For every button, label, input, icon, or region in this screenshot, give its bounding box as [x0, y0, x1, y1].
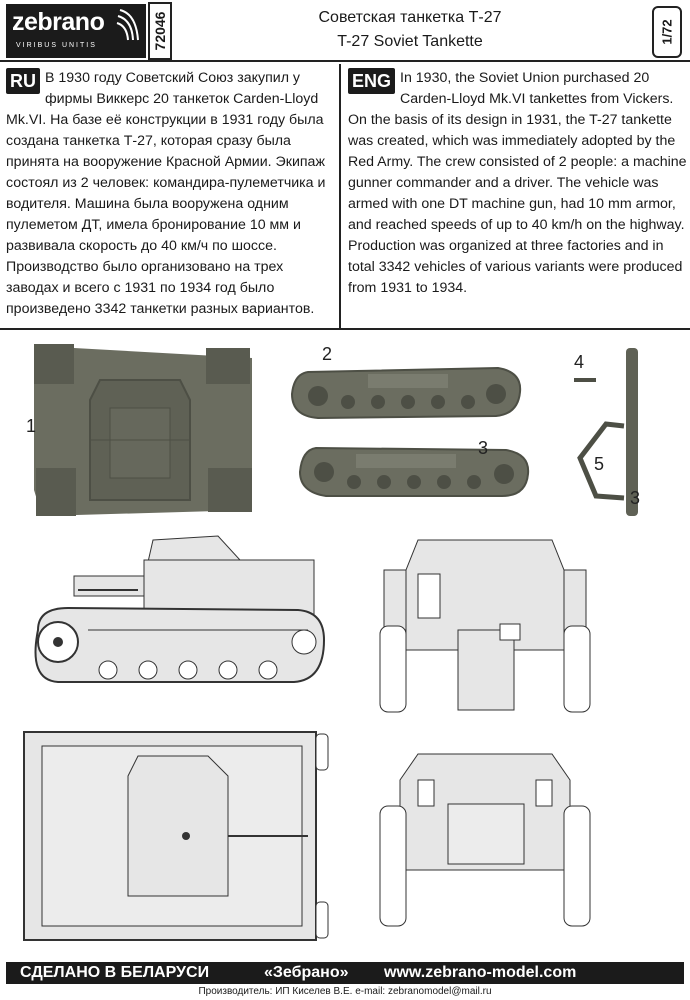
producer-text: Производитель: ИП Киселев В.Е. — [198, 986, 353, 997]
top-view-drawing — [18, 726, 334, 946]
producer-info — [0, 986, 690, 997]
part-label-3a: 3 — [478, 438, 489, 458]
footer — [0, 962, 690, 1000]
part-label-3b: 3 — [630, 488, 641, 508]
front-view-drawing — [374, 530, 596, 720]
product-code: 72046 — [152, 11, 168, 51]
part-1-hull-photo — [30, 340, 260, 520]
website-link[interactable]: www.zebrano-model.com — [384, 964, 577, 981]
lang-badge-en: ENG — [348, 68, 395, 94]
part-label-1: 1 — [26, 416, 37, 436]
scale-label: 1/72 — [659, 19, 675, 45]
scale-box — [652, 6, 682, 58]
logo-text: zebrano — [12, 8, 105, 36]
title-en: T-27 Soviet Tankette — [337, 33, 483, 50]
part-label-4: 4 — [574, 352, 585, 372]
description-en-text: In 1930, the Soviet Union purchased 20 Carden-Lloyd Mk.VI tankettes from Vickers. On the basis of its design in 1931, the T-27 tankette was created, which was immediately adopted by the Red Army. The crew consisted of 2 people: a machine gunner commander and a driver. The vehicle was armed with one DT machine gun, had 10 mm armor, and reached speeds of up to 40 km/h on the highway. Production was organized at three factories and in total 3342 vehicles of various variants were produced from 1931 to 1934. — [348, 70, 687, 296]
email-text[interactable]: e-mail: zebranomodel@mail.ru — [355, 986, 492, 997]
part-2-track-photo — [288, 362, 524, 422]
title-block — [172, 0, 648, 60]
part-label-5: 5 — [594, 454, 605, 474]
part-label-2: 2 — [322, 344, 333, 364]
brand-logo — [6, 4, 146, 58]
section-divider — [0, 328, 690, 330]
part-3-track-photo — [296, 442, 532, 502]
product-code-box — [148, 2, 172, 60]
logo-motto: VIRIBUS UNITIS — [16, 42, 97, 49]
header — [0, 0, 690, 62]
description-en — [348, 68, 688, 299]
zebra-stripes-icon — [116, 8, 142, 42]
column-divider — [339, 64, 341, 329]
rear-view-drawing — [374, 740, 596, 940]
brand-label: «Зебрано» — [264, 964, 349, 981]
made-in-label: СДЕЛАНО В БЕЛАРУСИ — [20, 964, 210, 981]
title-ru: Советская танкетка Т-27 — [318, 9, 502, 26]
side-view-drawing — [18, 530, 334, 710]
description-area — [0, 64, 690, 329]
footer-bar — [6, 962, 684, 984]
lang-badge-ru: RU — [6, 68, 40, 94]
description-ru — [6, 68, 336, 320]
description-ru-text: В 1930 году Советский Союз закупил у фирмы Виккерс 20 танкеток Carden-Lloyd Mk.VI. На базе её конструкции в 1931 году была создана танкетка Т-27, которая сразу была принята на вооружение Красной Армии. Экипаж состоял из 2 человек: командира-пулеметчика и водителя. Машина была вооружена одним пулеметом ДТ, имела бронирование 10 мм и развивала скорость до 40 км/ч по шоссе. Производство было организовано на трех заводах и всего с 1931 по 1934 год было произведено 3342 танкетки разных вариантов. — [6, 70, 326, 317]
